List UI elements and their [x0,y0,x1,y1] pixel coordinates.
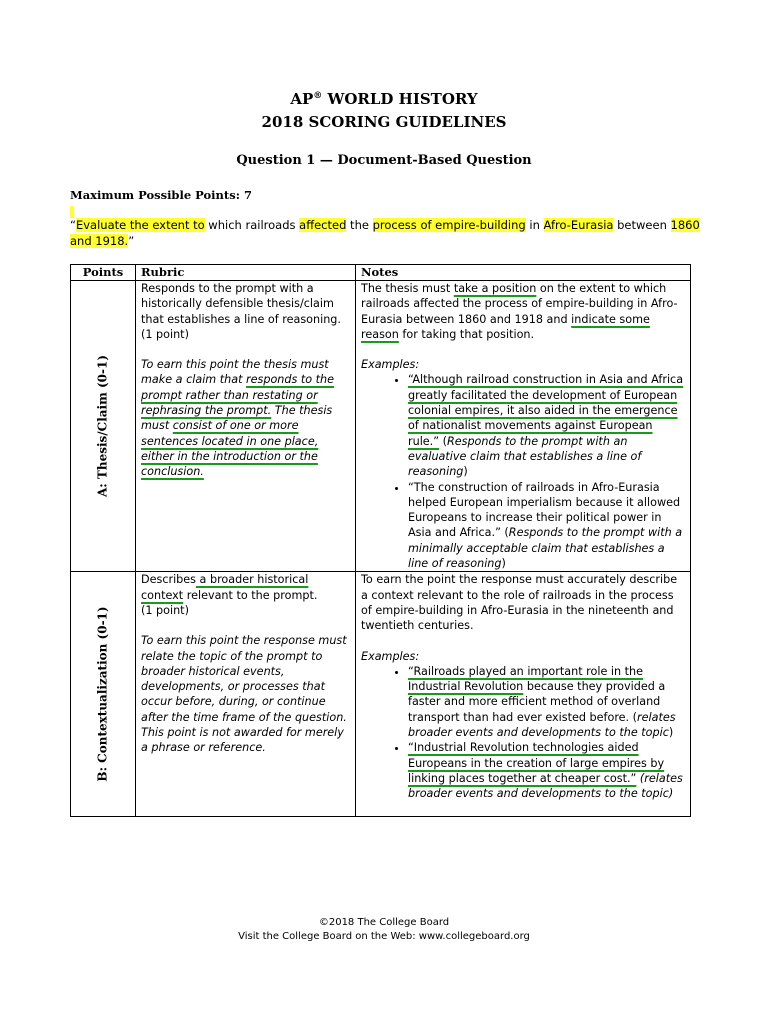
points-label: A: Thesis/Claim (0-1) [95,354,110,498]
examples-list [361,372,685,571]
page-title: AP® WORLD HISTORY [290,90,478,108]
rubric-criteria: To earn this point the thesis must make a claim that responds to the prompt rather than restating or rephrasing the prompt. The thesis must consist of one or more sentences located in one place, either in the introduction or the conclusion. [141,358,335,479]
rubric-cell: Describes a broader historical context relevant to the prompt. (1 point) To earn this point the response must relate the topic of the prompt to broader historical events, developments, or processes that occur before, during, or continue after the time frame of the question. This point is not awarded for merely a phrase or reference. [136,572,356,817]
points-label: B: Contextualization (0-1) [95,606,110,782]
question-title: Question 1 — Document-Based Question [236,153,532,168]
header-rubric: Rubric [136,265,356,281]
points-cell [71,572,136,817]
max-points: Maximum Possible Points: 7 [70,188,252,202]
notes-cell: To earn the point the response must accurately describe a context relevant to the role of railroads in the process of empire-building in Afro-Eurasia in the nineteenth and twentieth centuries. Examples: • “Railroads played an important role in the Industrial Revolution because they provided a faster and more efficient method of overland transport than had ever existed before. (relates broader events and developments to the topic) • “Industrial Revolution technologies aided Europeans in the creation of large empires by linking places together at cheaper cost.” (relates broader events and developments to the topic) [356,572,691,817]
notes-intro: To earn the point the response must accurately describe a context relevant to the role of railroads in the process of empire-building in Afro-Eurasia in the nineteenth and twentieth centuries. [361,573,678,633]
list-item: • “Although railroad construction in Asia and Africa greatly facilitated the development of European colonial empires, it also aided in the emergence of nationalist movements against European rule.” (Responds to the prompt with an evaluative claim that establishes a line of reasoning) [408,372,685,479]
header-points: Points [71,265,136,281]
list-item: • “Industrial Revolution technologies aided Europeans in the creation of large empires by linking places together at cheaper cost.” (relates broader events and developments to the topic) [408,740,685,801]
scoring-table [70,264,691,817]
rubric-criteria: To earn this point the response must relate the topic of the prompt to broader historical events, developments, or processes that occur before, during, or continue after the time frame of the question. This point is not awarded for merely a phrase or reference. [141,634,347,755]
prompt-text: “Evaluate the extent to which railroads affected the process of empire-building in Afro-Eurasia between 1860 and 1918.” [70,218,700,248]
footer-copyright: ©2018 The College Board [318,917,450,928]
page-subtitle: 2018 SCORING GUIDELINES [261,113,507,131]
points-cell [71,281,136,572]
header-notes: Notes [356,265,691,281]
notes-cell: The thesis must take a position on the extent to which railroads affected the process of empire-building in Afro-Eurasia between 1860 and 1918 and indicate some reason for taking that position. Examples: • “Although railroad construction in Asia and Africa greatly facilitated the development of European colonial empires, it also aided in the emergence of nationalist movements against European rule.” (Responds to the prompt with an evaluative claim that establishes a line of reasoning) • “The construction of railroads in Afro-Eurasia helped European imperialism because it allowed Europeans to increase their political power in Asia and Africa.” (Responds to the prompt with a minimally acceptable claim that establishes a line of reasoning) [356,281,691,572]
table-header-row [71,265,691,281]
list-item: • “The construction of railroads in Afro-Eurasia helped European imperialism because it allowed Europeans to increase their political power in Asia and Africa.” (Responds to the prompt with a minimally acceptable claim that establishes a line of reasoning) [408,480,685,572]
table-row [71,281,691,572]
table-row [71,572,691,817]
list-item: • “Railroads played an important role in the Industrial Revolution because they provided a faster and more efficient method of overland transport than had ever existed before. (relates broader events and developments to the topic) [408,664,685,740]
footer-website: Visit the College Board on the Web: www.collegeboard.org [238,931,530,942]
examples-list [361,664,685,802]
rubric-cell: Responds to the prompt with a historically defensible thesis/claim that establishes a line of reasoning. (1 point) To earn this point the thesis must make a claim that responds to the prompt rather than restating or rephrasing the prompt. The thesis must consist of one or more sentences located in one place, either in the introduction or the conclusion. [136,281,356,572]
notes-intro: The thesis must take a position on the extent to which railroads affected the process of empire-building in Afro-Eurasia between 1860 and 1918 and indicate some reason for taking that position. [361,282,678,341]
